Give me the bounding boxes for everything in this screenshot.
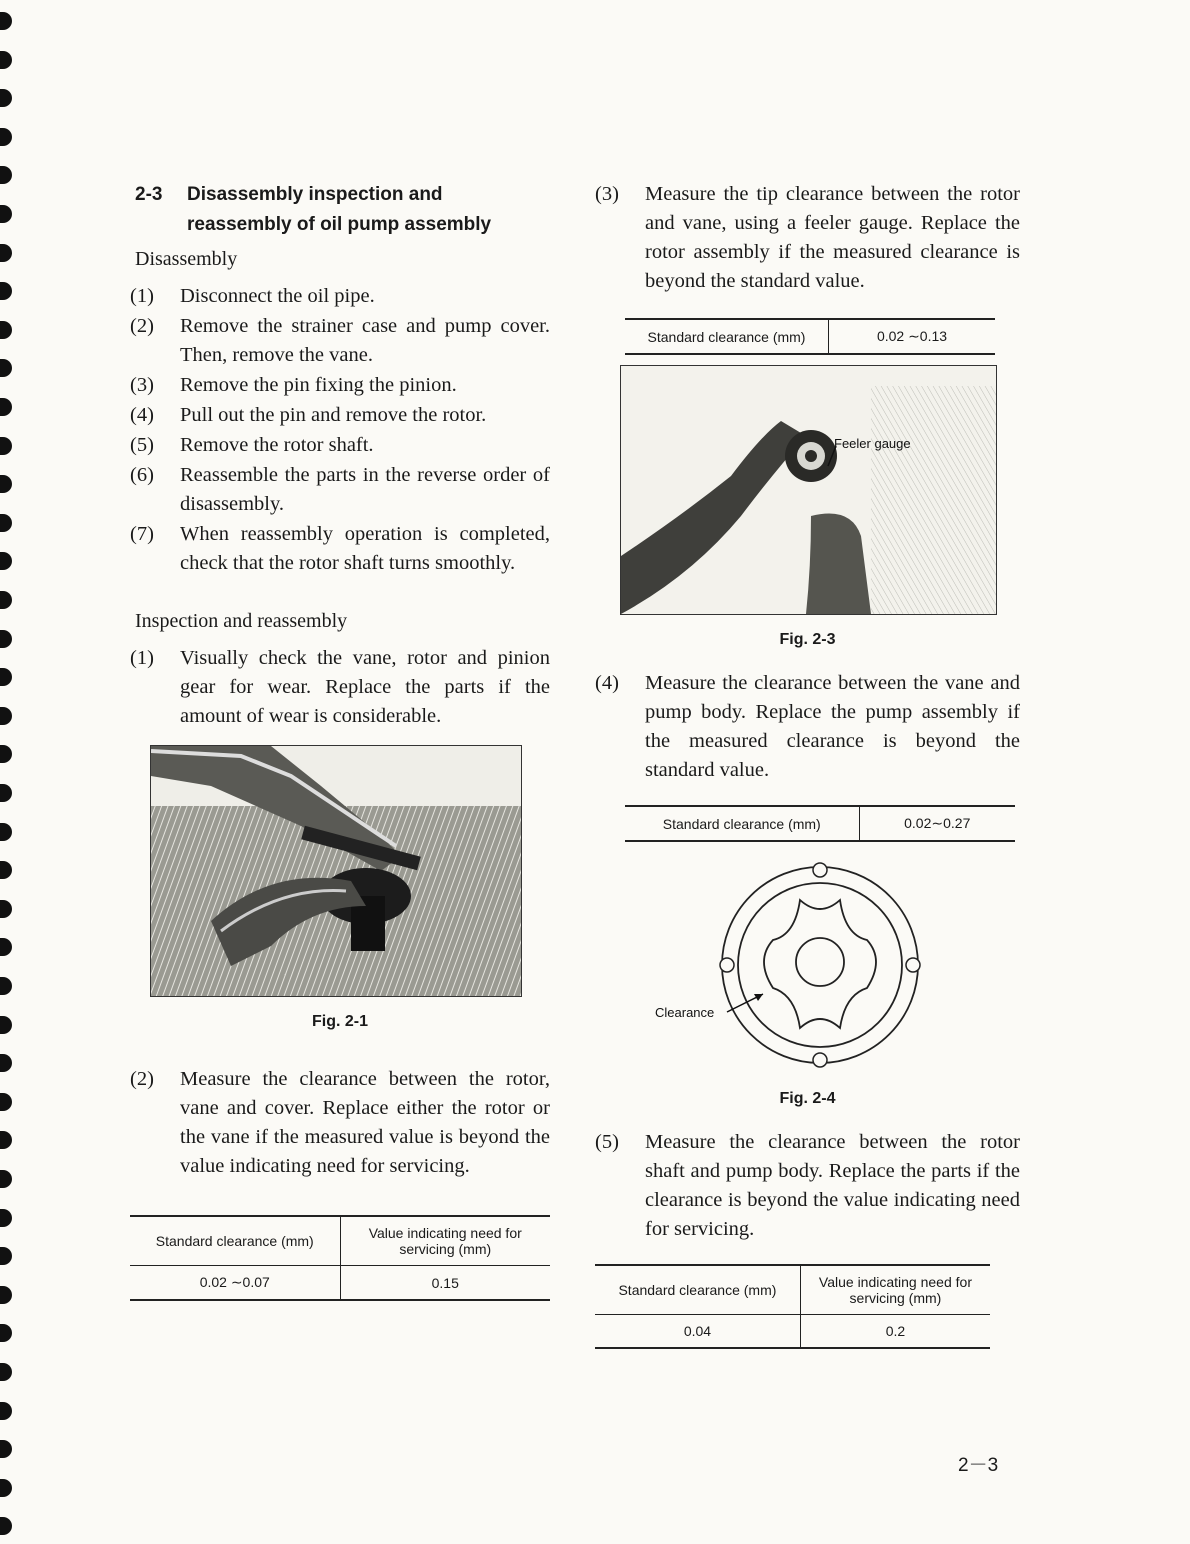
table-header: Value indicating need for servicing (mm) [340,1216,550,1266]
right-column [595,180,1020,1349]
binding-hole [0,244,12,262]
binding-hole [0,1054,12,1072]
table-header: Standard clearance (mm) [662,815,821,832]
binding-hole [0,321,12,339]
binding-hole [0,437,12,455]
table-header: Value indicating need for servicing (mm) [800,1265,990,1315]
binding-hole [0,1016,12,1034]
spec-table-step-3 [625,318,995,355]
binding-hole [0,861,12,879]
fig-2-3-caption: Fig. 2-3 [779,631,836,648]
fig-2-3-image [621,366,996,614]
disassembly-step [130,371,550,400]
step-number: (6) [130,464,154,486]
binding-hole [0,668,12,686]
step-text: Remove the rotor shaft. [180,434,374,456]
step-number: (4) [595,672,619,694]
step-text: Disconnect the oil pipe. [180,285,375,307]
left-column [130,180,550,1301]
spec-table-step-2 [130,1215,550,1301]
step-number: (2) [130,1068,154,1090]
binding-hole [0,900,12,918]
binding-hole [0,205,12,223]
binding-hole [0,1479,12,1497]
binding-hole [0,282,12,300]
pump-rotor-diagram [595,860,1020,1070]
binding-hole [0,1402,12,1420]
fig-2-1-caption: Fig. 2-1 [311,1013,368,1030]
section-title [135,180,550,240]
inspection-step-5 [595,1128,1020,1244]
binding-hole [0,591,12,609]
table-cell: 0.02 ∼0.13 [829,319,996,354]
binding-hole [0,823,12,841]
disassembly-steps [130,282,550,578]
step-number: (1) [130,647,154,669]
inspection-heading: Inspection and reassembly [135,610,348,632]
step-text: Visually check the vane, rotor and pinion gear for wear. Replace the parts if the amount of wear is considerable. [180,647,550,727]
step-text: Pull out the pin and remove the rotor. [180,404,487,426]
step-text: Remove the pin fixing the pinion. [180,374,457,396]
inspection-step-3 [595,180,1020,296]
binding-hole [0,128,12,146]
binding-hole [0,745,12,763]
step-number: (1) [130,285,154,307]
binding-hole [0,514,12,532]
binding-hole [0,89,12,107]
table-cell: 0.02 ∼0.07 [130,1266,340,1301]
table-cell: 0.02∼0.27 [859,806,1015,841]
disassembly-step [130,461,550,519]
disassembly-step [130,282,550,311]
table-cell: 0.2 [800,1315,990,1349]
fig-2-4-caption: Fig. 2-4 [779,1090,836,1107]
binding-hole [0,359,12,377]
binding-hole [0,398,12,416]
step-number: (5) [130,434,154,456]
step-text: Measure the clearance between the rotor shaft and pump body. Replace the parts if the clearance is beyond the value indicating need for servicing. [645,1131,1020,1240]
inspection-step-1 [130,644,550,731]
table-header: Standard clearance (mm) [155,1233,314,1249]
binding-hole [0,1093,12,1111]
step-number: (7) [130,523,154,545]
table-header: Standard clearance (mm) [618,1282,777,1298]
binding-hole [0,1363,12,1381]
inspection-step-2 [130,1065,550,1181]
step-text: Remove the strainer case and pump cover. Then, remove the vane. [180,315,550,366]
step-text: Measure the tip clearance between the rotor and vane, using a feeler gauge. Replace the rotor assembly if the measured clearance is beyond the standard value. [645,183,1020,292]
step-number: (2) [130,315,154,337]
binding-holes [0,0,30,1544]
step-number: (4) [130,404,154,426]
spec-table-step-4 [625,805,1015,842]
step-text: Reassemble the parts in the reverse order of disassembly. [180,464,550,515]
table-header: Standard clearance (mm) [647,328,806,345]
fig-2-4-diagram [595,860,1020,1070]
binding-hole [0,938,12,956]
fig-2-1-photo [150,745,522,997]
disassembly-step [130,431,550,460]
binding-hole [0,1286,12,1304]
step-text: Measure the clearance between the rotor, vane and cover. Replace either the rotor or the vane if the measured value is beyond the value indicating need for servicing. [180,1068,550,1177]
binding-hole [0,784,12,802]
disassembly-step [130,401,550,430]
fig-2-1-image [151,746,521,996]
table-cell: 0.04 [595,1315,800,1349]
binding-hole [0,1440,12,1458]
binding-hole [0,707,12,725]
section-number: 2-3 [135,184,163,205]
binding-hole [0,1209,12,1227]
section-title-text: Disassembly inspection and reassembly of oil pump assembly [187,184,492,235]
binding-hole [0,977,12,995]
disassembly-heading: Disassembly [135,248,238,270]
spec-table-step-5 [595,1264,990,1349]
table-cell: 0.15 [340,1266,550,1301]
disassembly-step [130,312,550,370]
binding-hole [0,552,12,570]
binding-hole [0,475,12,493]
step-number: (5) [595,1131,619,1153]
binding-hole [0,166,12,184]
binding-hole [0,1247,12,1265]
binding-hole [0,1324,12,1342]
disassembly-step [130,520,550,578]
binding-hole [0,1170,12,1188]
binding-hole [0,12,12,30]
binding-hole [0,630,12,648]
binding-hole [0,1517,12,1535]
feeler-gauge-label: Feeler gauge [834,436,911,451]
step-number: (3) [595,183,619,205]
fig-2-3-photo [620,365,997,615]
inspection-step-4 [595,669,1020,785]
page-number: 2－3 [958,1455,999,1476]
step-text: When reassembly operation is completed, check that the rotor shaft turns smoothly. [180,523,550,574]
binding-hole [0,51,12,69]
step-text: Measure the clearance between the vane and pump body. Replace the pump assembly if the measured clearance is beyond the standard value. [645,672,1020,781]
clearance-label: Clearance [655,1005,715,1020]
binding-hole [0,1131,12,1149]
step-number: (3) [130,374,154,396]
